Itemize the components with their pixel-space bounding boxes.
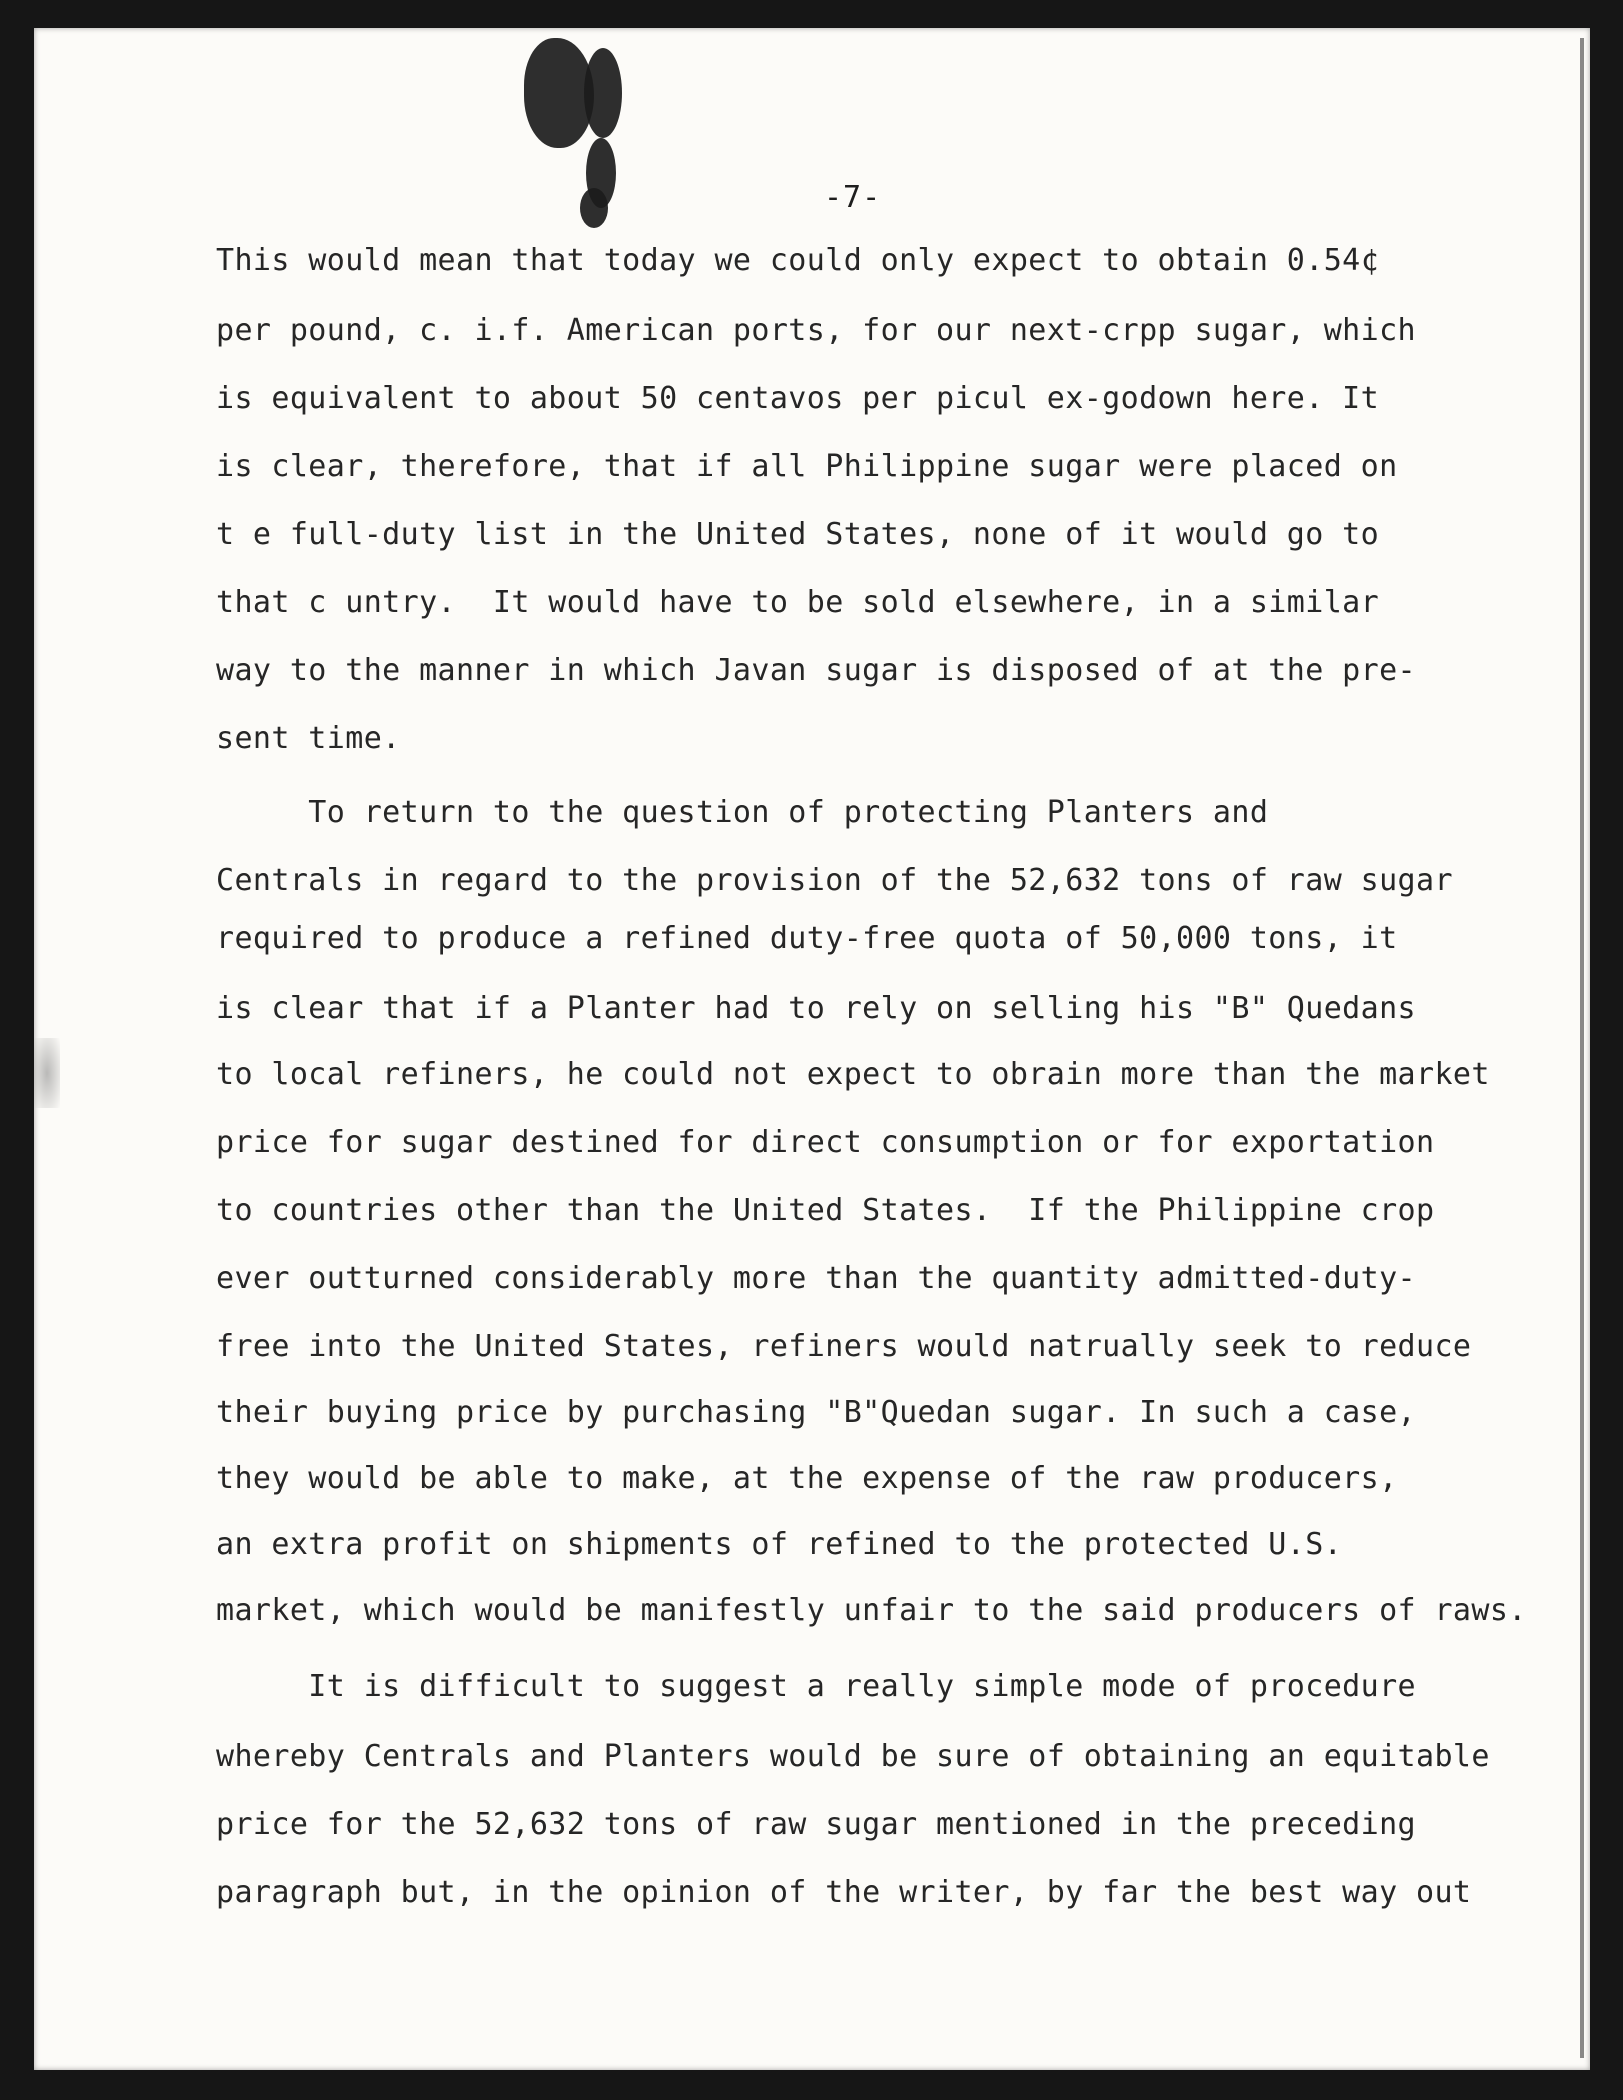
typewritten-page (34, 28, 1590, 2070)
body-line: price for the 52,632 tons of raw sugar mentioned in the preceding (216, 1807, 1416, 1842)
body-line: is equivalent to about 50 centavos per picul ex-godown here. It (216, 381, 1380, 416)
body-line: is clear, therefore, that if all Philippine sugar were placed on (216, 449, 1398, 484)
paragraph-first-line: It is difficult to suggest a really simple mode of procedure (216, 1669, 1416, 1704)
body-line: whereby Centrals and Planters would be sure of obtaining an equitable (216, 1739, 1490, 1774)
body-line: way to the manner in which Javan sugar is disposed of at the pre- (216, 653, 1416, 688)
scan-smudge (34, 1038, 60, 1108)
body-line: is clear that if a Planter had to rely on selling his "B" Quedans (216, 991, 1416, 1026)
body-line: market, which would be manifestly unfair to the said producers of raws. (216, 1593, 1527, 1628)
body-line: ever outturned considerably more than the quantity admitted-duty- (216, 1261, 1416, 1296)
body-line: to local refiners, he could not expect to obrain more than the market (216, 1057, 1490, 1092)
paragraph-first-line: To return to the question of protecting Planters and (216, 795, 1269, 830)
body-line: t e full-duty list in the United States, none of it would go to (216, 517, 1380, 552)
body-line: their buying price by purchasing "B"Quedan sugar. In such a case, (216, 1395, 1416, 1430)
body-line: per pound, c. i.f. American ports, for our next-crpp sugar, which (216, 313, 1416, 348)
body-line: sent time. (216, 721, 401, 756)
ink-blot (584, 48, 622, 138)
body-line: free into the United States, refiners would natrually seek to reduce (216, 1329, 1472, 1364)
body-line: This would mean that today we could only expect to obtain 0.54¢ (216, 243, 1380, 278)
body-line: that c untry. It would have to be sold elsewhere, in a similar (216, 585, 1380, 620)
body-line: an extra profit on shipments of refined to the protected U.S. (216, 1527, 1343, 1562)
ink-blot (580, 188, 608, 228)
body-line: required to produce a refined duty-free quota of 50,000 tons, it (216, 921, 1398, 956)
paper-edge (1580, 38, 1584, 2058)
body-line: Centrals in regard to the provision of the 52,632 tons of raw sugar (216, 863, 1453, 898)
page-number: -7- (824, 180, 882, 215)
body-line: to countries other than the United States. If the Philippine crop (216, 1193, 1435, 1228)
body-line: they would be able to make, at the expense of the raw producers, (216, 1461, 1398, 1496)
body-line: price for sugar destined for direct consumption or for exportation (216, 1125, 1435, 1160)
body-line: paragraph but, in the opinion of the writer, by far the best way out (216, 1875, 1472, 1910)
